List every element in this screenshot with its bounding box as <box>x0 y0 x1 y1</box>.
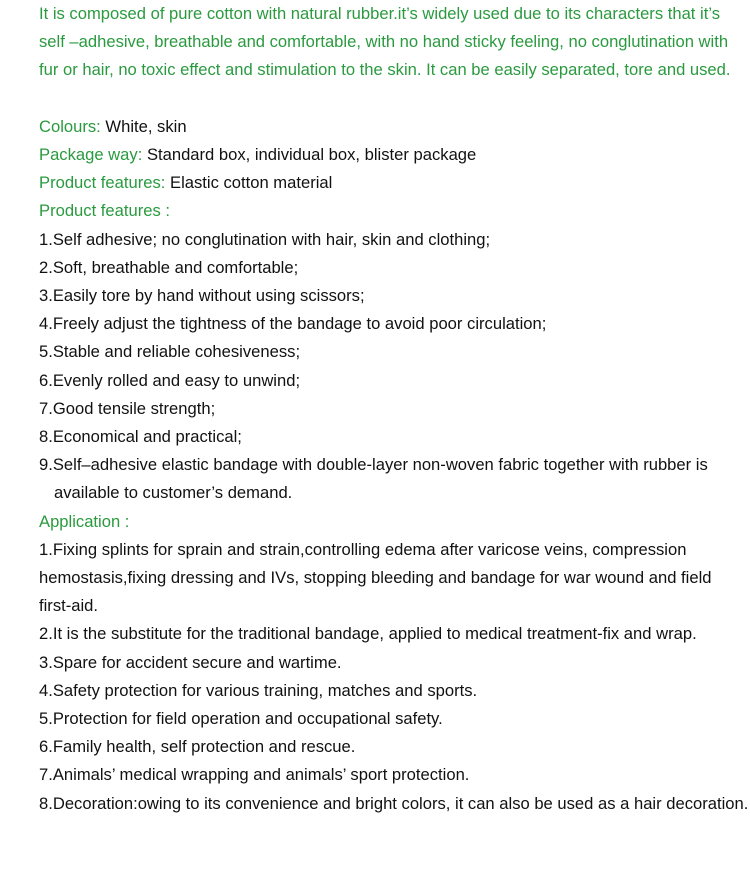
application-item: 5.Protection for field operation and occupational safety. <box>39 709 443 729</box>
intro-paragraph: It is composed of pure cotton with natural rubber.it’s widely used due to its characters that it’s self –adhesive, breathable and comfortable, with no hand sticky feeling, no conglutination with fur or hair, no toxic effect and stimulation to the skin. It can be easily separated, tore and used. <box>39 4 731 80</box>
spec-package-value: Standard box, individual box, blister package <box>146 145 477 164</box>
features-heading: Product features : <box>39 201 170 221</box>
spec-package <box>39 141 750 169</box>
product-description <box>39 0 750 818</box>
feature-item: 8.Economical and practical; <box>39 427 242 447</box>
spacer <box>39 85 750 113</box>
spec-colours-label: Colours: <box>39 116 101 136</box>
application-item: 7.Animals’ medical wrapping and animals’ sport protection. <box>39 765 470 785</box>
spec-features-value: Elastic cotton material <box>170 173 333 193</box>
feature-item: 3.Easily tore by hand without using scissors; <box>39 286 365 306</box>
feature-item: 4.Freely adjust the tightness of the bandage to avoid poor circulation; <box>39 314 547 334</box>
spec-package-label: Package way: <box>39 145 143 164</box>
application-item: 6.Family health, self protection and rescue. <box>39 737 356 757</box>
spec-features-label: Product features: <box>39 173 166 193</box>
feature-item: 5.Stable and reliable cohesiveness; <box>39 342 301 362</box>
application-item: 4.Safety protection for various training, matches and sports. <box>39 680 478 700</box>
application-heading: Application : <box>39 511 130 531</box>
application-item: 8.Decoration:owing to its convenience and bright colors, it can also be used as a hair decoration. <box>39 793 749 813</box>
applications-list <box>39 536 750 818</box>
application-item: 1.Fixing splints for sprain and strain,controlling edema after varicose veins, compression hemostasis,fixing dressing and IVs, stopping bleeding and bandage for war wound and field first-aid. <box>39 539 712 616</box>
spec-colours <box>39 113 750 141</box>
application-item: 2.It is the substitute for the traditional bandage, applied to medical treatment-fix and wrap. <box>39 624 697 644</box>
spec-features <box>39 169 750 197</box>
features-list <box>39 226 750 508</box>
feature-item: 9.Self–adhesive elastic bandage with double-layer non-woven fabric together with rubber is available to customer’s demand. <box>39 455 708 503</box>
feature-item: 7.Good tensile strength; <box>39 398 216 418</box>
spec-colours-value: White, skin <box>105 116 187 136</box>
feature-item: 6.Evenly rolled and easy to unwind; <box>39 370 301 390</box>
feature-item: 1.Self adhesive; no conglutination with hair, skin and clothing; <box>39 229 491 249</box>
application-item: 3.Spare for accident secure and wartime. <box>39 652 342 672</box>
feature-item: 2.Soft, breathable and comfortable; <box>39 257 299 277</box>
